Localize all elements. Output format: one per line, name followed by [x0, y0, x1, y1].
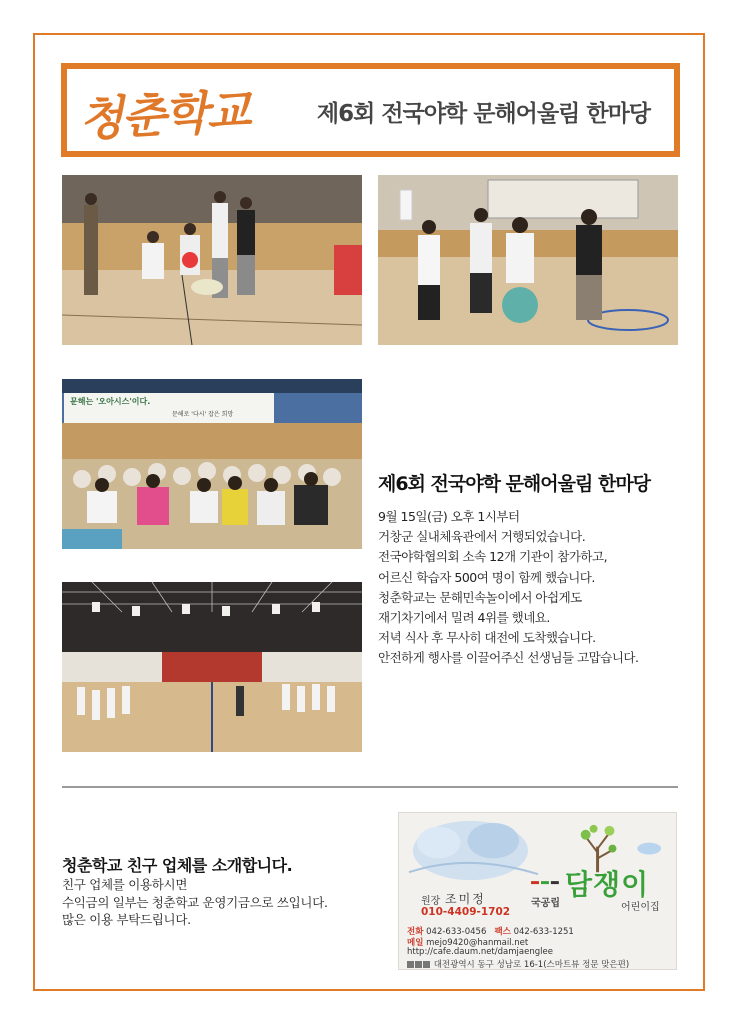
card-email: mejo9420@hanmail.net	[426, 938, 529, 948]
card-address-line	[407, 958, 629, 970]
article-body	[378, 507, 698, 669]
card-mobile: 010-4409-1702	[421, 906, 511, 918]
card-fax: 042-633-1251	[513, 927, 574, 937]
business-card	[398, 812, 677, 970]
gym-audience-photo	[62, 379, 362, 549]
address-icon	[407, 961, 414, 968]
card-director-label: 원장	[421, 896, 441, 907]
section-divider	[62, 786, 678, 788]
partner-title: 청춘학교 친구 업체를 소개합니다.	[62, 856, 293, 875]
card-director-name: 조미정	[445, 892, 486, 906]
card-kind: 국공립	[531, 898, 560, 909]
article-line: 재기차기에서 밀려 4위를 했네요.	[378, 610, 550, 626]
article-line: 안전하게 행사를 이끌어주신 선생님들 고맙습니다.	[378, 650, 639, 666]
card-address: 대전광역시 동구 성남로 16-1(스마트뷰 정문 맞은편)	[433, 960, 630, 970]
article-line: 9월 15일(금) 오후 1시부터	[378, 509, 520, 524]
gym-activity-photo-1	[62, 175, 362, 345]
card-web: http://cafe.daum.net/damjaenglee	[407, 947, 553, 957]
card-tel: 042-633-0456	[426, 927, 487, 937]
card-email-label: 메일	[407, 938, 424, 948]
gym-activity-photo-2	[378, 175, 678, 345]
article-line: 저녁 식사 후 무사히 대전에 도착했습니다.	[378, 630, 596, 646]
card-business-suffix: 어린이집	[621, 902, 660, 913]
article-line: 거창군 실내체육관에서 거행되었습니다.	[378, 529, 586, 545]
partner-line: 친구 업체를 이용하시면	[62, 877, 188, 892]
card-fax-label: 팩스	[494, 927, 511, 937]
address-icon	[423, 961, 430, 968]
gym-wide-photo	[62, 582, 362, 752]
article-line: 어르신 학습자 500여 명이 함께 했습니다.	[378, 569, 595, 585]
header-title: 제6회 전국야학 문해어울림 한마당	[316, 101, 650, 127]
card-web-line	[407, 947, 553, 957]
article-line: 청춘학교는 문해민속놀이에서 아쉽게도	[378, 589, 582, 605]
header-banner	[61, 63, 680, 157]
partner-body	[62, 876, 328, 929]
address-icon	[415, 961, 422, 968]
audience-banner-sub: 문해로 '다시' 잡은 희망	[172, 411, 234, 418]
article-title: 제6회 전국야학 문해어울림 한마당	[378, 473, 651, 495]
card-business-name: 담쟁이	[565, 868, 650, 901]
partner-line: 많은 이용 부탁드립니다.	[62, 912, 191, 927]
card-tel-label: 전화	[407, 927, 424, 937]
article-line: 전국야학협의회 소속 12개 기관이 참가하고,	[378, 549, 608, 565]
school-logo: 청춘학교	[77, 83, 251, 147]
partner-line: 수익금의 일부는 청춘학교 운영기금으로 쓰입니다.	[62, 894, 328, 910]
audience-banner-text: 문해는 '오아시스'이다.	[70, 397, 151, 406]
